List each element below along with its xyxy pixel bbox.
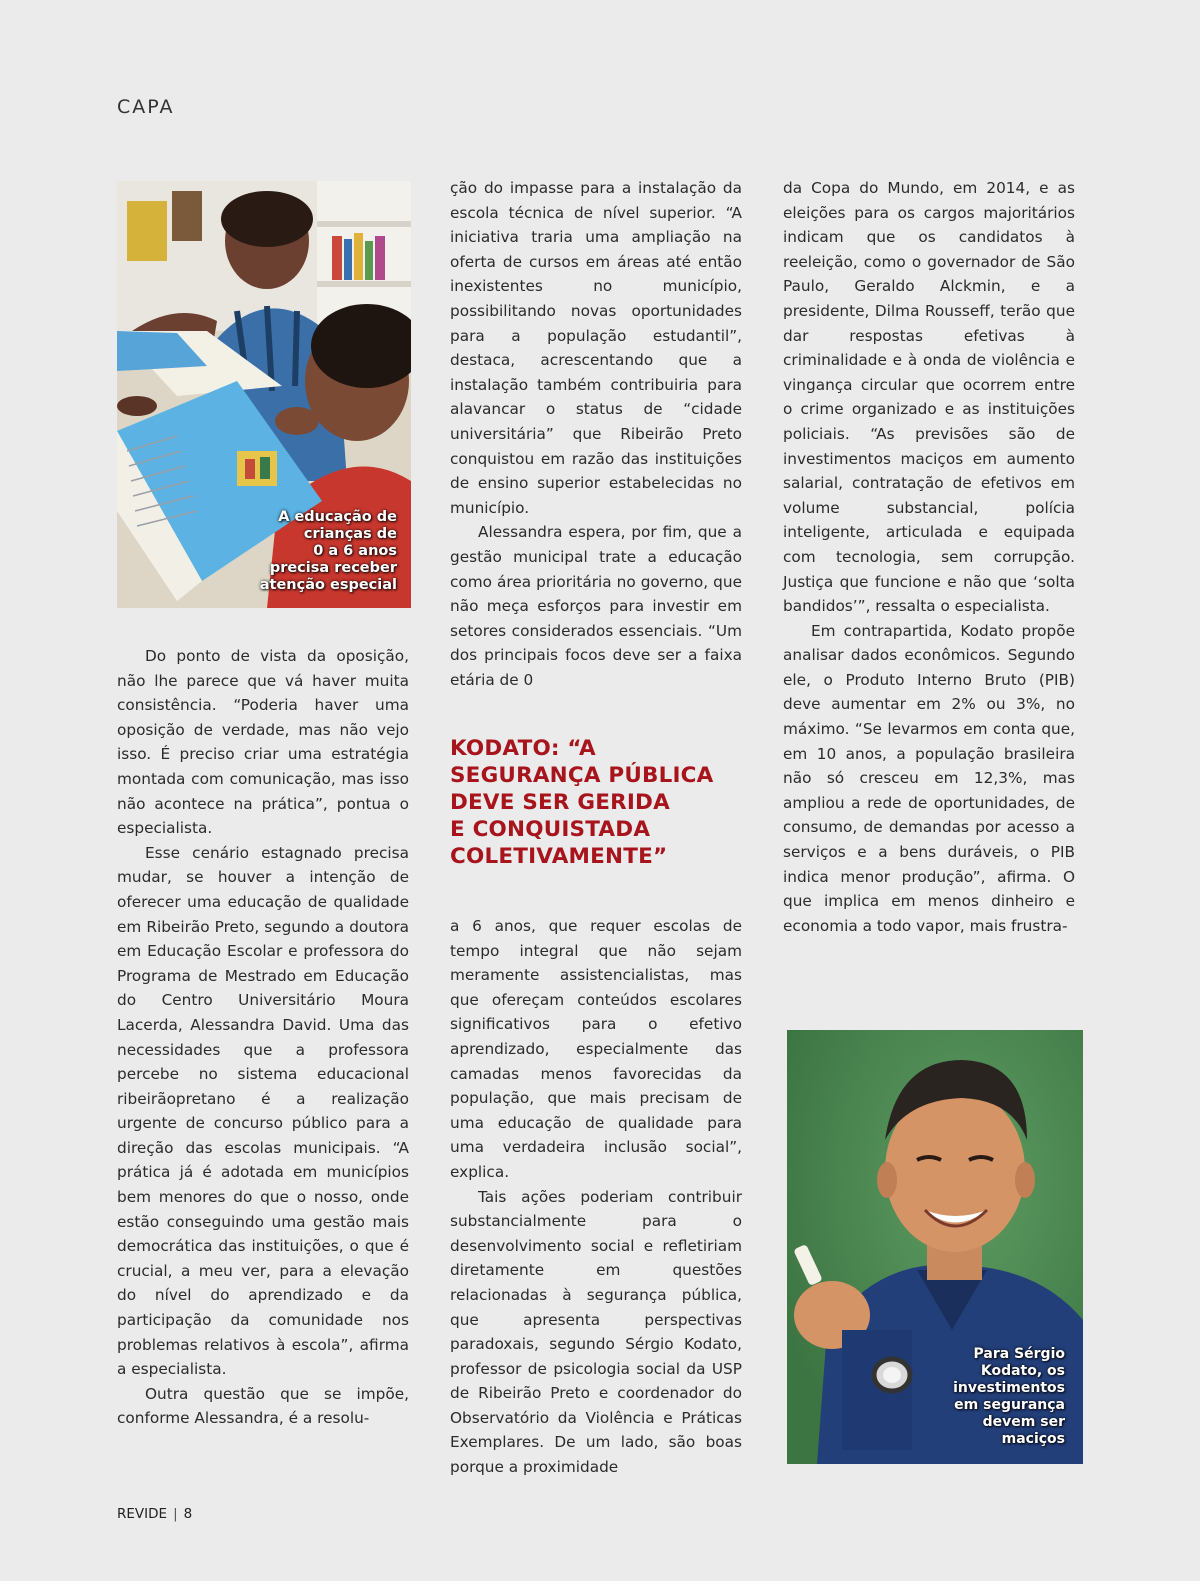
paragraph: Do ponto de vista da oposição, não lhe parece que vá haver muita consistência. “Poderia haver uma oposição de verdade, mas não vejo isso. É preciso criar uma estratégia montada com comunicação, mas isso não acontece na prática”, pontua o especialista. bbox=[117, 647, 409, 838]
headline-line: KODATO: “A bbox=[450, 736, 596, 761]
caption-line: A educação de bbox=[278, 509, 397, 525]
paragraph: da Copa do Mundo, em 2014, e as eleições para os cargos majoritários indicam que os candidatos à reeleição, como o governador de São Paulo, Geraldo Alckmin, e a presidente, Dilma Rousseff, terão que dar respostas efetivas à criminalidade e à onda de violência e vingança circular que ocorrem entre o crime organizado e as instituições policiais. “As previsões são de investimentos maciços em aumento salarial, contratação de efetivos em volume substancial, polícia inteligente, articulada e equipada com tecnologia, sem corrupção. Justiça que funcione e não que ‘solta bandidos’”, ressalta o especialista. bbox=[783, 179, 1075, 616]
photo-caption bbox=[935, 1346, 1065, 1448]
headline-line: SEGURANÇA PÚBLICA bbox=[450, 763, 714, 788]
children-reading-photo bbox=[117, 181, 411, 608]
paragraph: Em contrapartida, Kodato propõe analisar dados econômicos. Segundo ele, o Produto Interno Bruto (PIB) deve aumentar em 2% ou 3%, no máximo. “Se levarmos em conta que, em 10 anos, a população brasileira não só cresceu em 12,3%, mas ampliou a rede de oportunidades, de consumo, de demandas por acesso a serviços e a bens duráveis, o PIB indica menor produção”, afirma. O que implica em menos dinheiro e economia a todo vapor, mais frustra- bbox=[783, 621, 1075, 935]
paragraph: a 6 anos, que requer escolas de tempo integral que não sejam meramente assistencialistas, mas que ofereçam conteúdos escolares significativos para o efetivo aprendizado, especialmente das camadas menos favorecidas da população, que mais precisam de uma educação de qualidade para uma verdadeira inclusão social”, explica. bbox=[450, 917, 742, 1181]
magazine-name: REVIDE bbox=[117, 1506, 168, 1522]
photo-caption bbox=[247, 509, 397, 594]
caption-line: Para Sérgio bbox=[973, 1346, 1065, 1362]
page-footer bbox=[117, 1506, 192, 1522]
headline-line: DEVE SER GERIDA bbox=[450, 790, 670, 815]
caption-line: atenção especial bbox=[259, 577, 397, 593]
article-column-1 bbox=[117, 644, 409, 1431]
caption-line: Kodato, os bbox=[980, 1363, 1065, 1379]
article-column-2-bottom bbox=[450, 914, 742, 1480]
caption-line: em segurança bbox=[954, 1397, 1065, 1413]
caption-line: precisa receber bbox=[269, 560, 397, 576]
caption-line: maciços bbox=[1001, 1431, 1065, 1447]
page-number: 8 bbox=[183, 1506, 193, 1522]
headline-line: COLETIVAMENTE” bbox=[450, 844, 668, 869]
pull-quote-headline bbox=[450, 735, 750, 870]
paragraph: ção do impasse para a instalação da escola técnica de nível superior. “A iniciativa traria uma ampliação na oferta de cursos em áreas até então inexistentes no município, possibilitando novas oportunidades para a população estudantil”, destaca, acrescentando que a instalação também contribuiria para alavancar o status de “cidade universitária” que Ribeirão Preto conquistou em razão das instituições de ensino superior estabelecidas no município. bbox=[450, 179, 742, 517]
paragraph: Alessandra espera, por fim, que a gestão municipal trate a educação como área prioritária no governo, que não meça esforços para investir em setores considerados essenciais. “Um dos principais focos deve ser a faixa etária de 0 bbox=[450, 523, 742, 689]
paragraph: Outra questão que se impõe, conforme Alessandra, é a resolu- bbox=[117, 1384, 409, 1428]
caption-line: devem ser bbox=[982, 1414, 1065, 1430]
paragraph: Tais ações poderiam contribuir substancialmente para o desenvolvimento social e refletiriam diretamente em questões relacionadas à segurança pública, que apresenta perspectivas paradoxais, segundo Sérgio Kodato, professor de psicologia social da USP de Ribeirão Preto e coordenador do Observatório da Violência e Práticas Exemplares. De um lado, são boas porque a proximidade bbox=[450, 1187, 742, 1477]
caption-line: investimentos bbox=[953, 1380, 1065, 1396]
paragraph: Esse cenário estagnado precisa mudar, se houver a intenção de oferecer uma educação de qualidade em Ribeirão Preto, segundo a doutora em Educação Escolar e professora do Programa de Mestrado em Educação do Centro Universitário Moura Lacerda, Alessandra David. Uma das necessidades que a professora percebe no sistema educacional ribeirãopretano é a realização urgente de concurso público para a direção das escolas municipais. “A prática já é adotada em municípios bem menores do que o nosso, onde estão conseguindo uma gestão mais democrática das instituições, o que é crucial, a meu ver, para a elevação do nível do aprendizado e da participação da comunidade nos problemas relativos à escola”, afirma a especialista. bbox=[117, 843, 409, 1379]
caption-line: crianças de bbox=[303, 526, 397, 542]
section-label: CAPA bbox=[117, 96, 175, 118]
article-column-3 bbox=[783, 176, 1075, 938]
caption-line: 0 a 6 anos bbox=[313, 543, 397, 559]
kodato-portrait-photo bbox=[787, 1030, 1083, 1464]
headline-line: E CONQUISTADA bbox=[450, 817, 651, 842]
article-column-2-top bbox=[450, 176, 742, 692]
footer-separator: | bbox=[173, 1506, 178, 1522]
